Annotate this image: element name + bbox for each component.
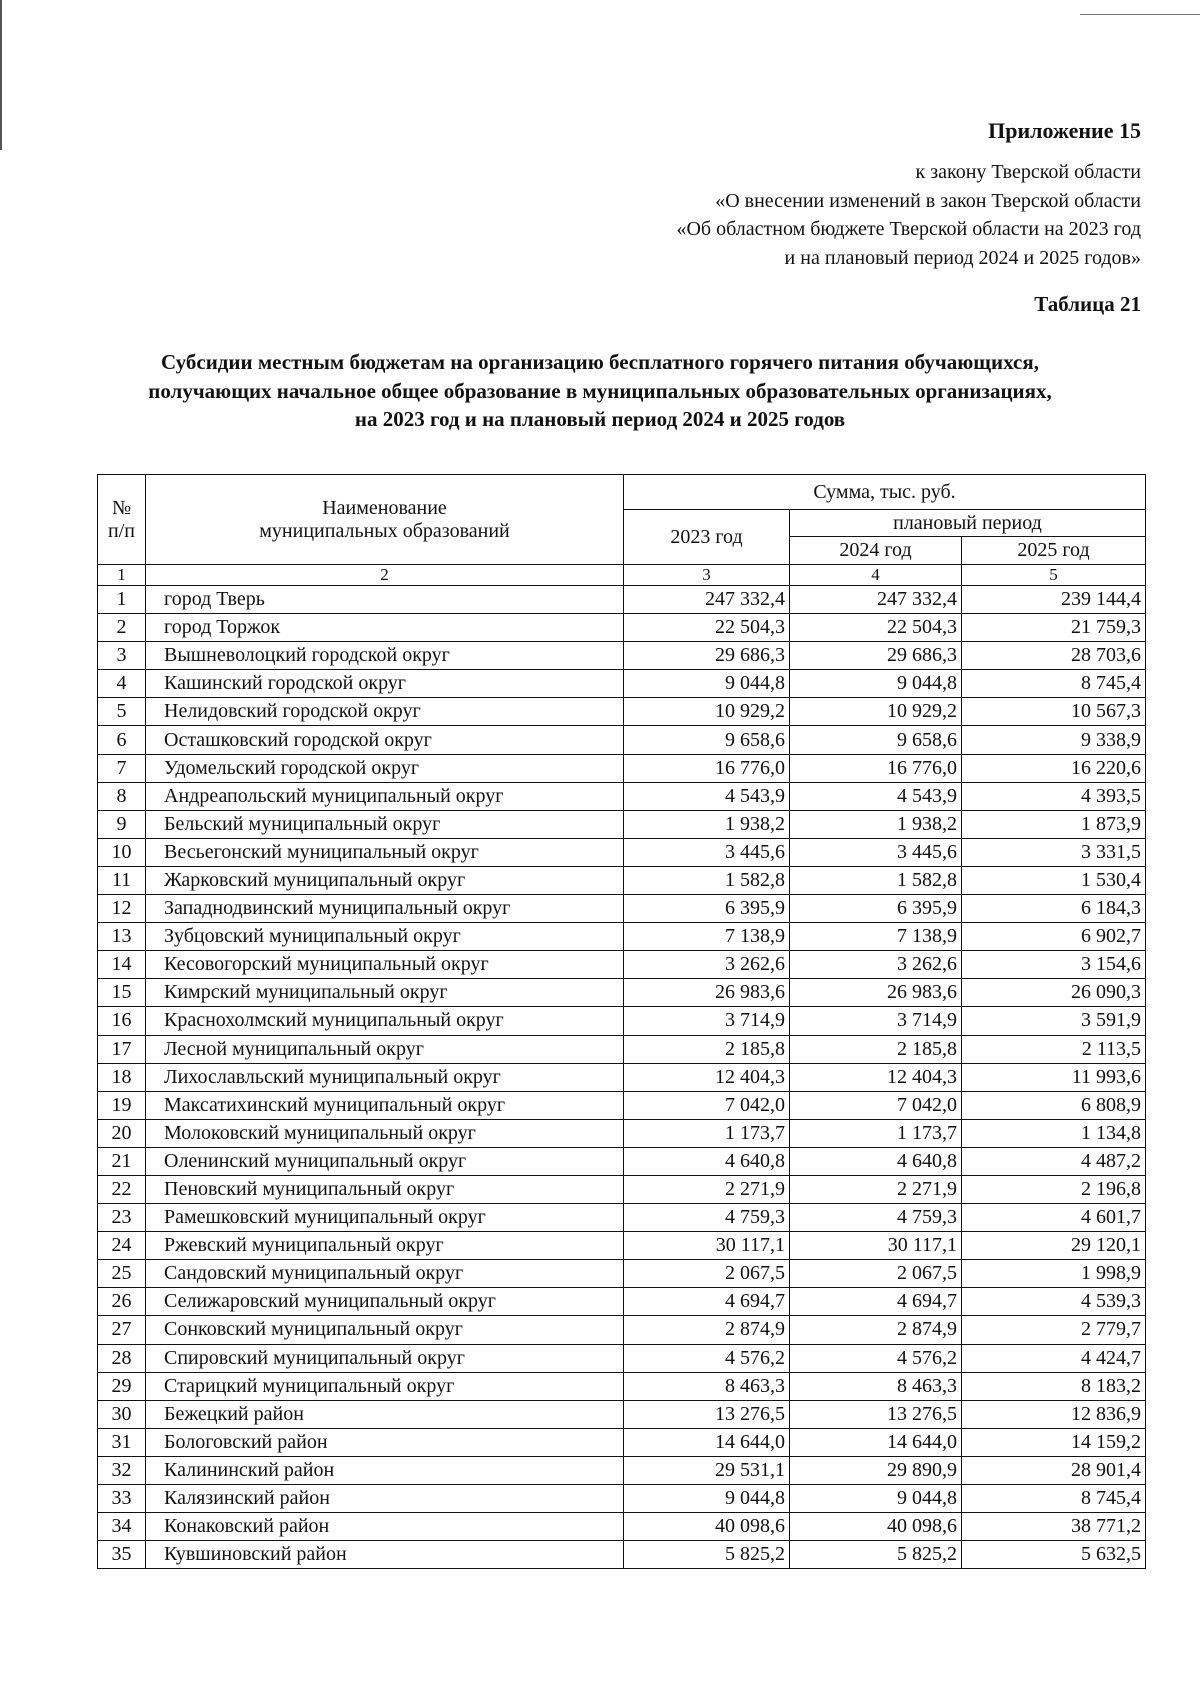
table-row: [98, 895, 1146, 923]
table-row: [98, 1372, 1146, 1400]
row-number: 15: [98, 979, 146, 1007]
table-row: [98, 1035, 1146, 1063]
table-row: [98, 614, 1146, 642]
amount-2025: 16 220,6: [962, 754, 1146, 782]
amount-2023: 2 271,9: [624, 1175, 790, 1203]
row-number: 8: [98, 782, 146, 810]
municipality-name: Рамешковский муниципальный округ: [146, 1204, 624, 1232]
amount-2024: 4 543,9: [790, 782, 962, 810]
col-header-planned: плановый период: [790, 510, 1146, 537]
row-number: 9: [98, 810, 146, 838]
amount-2023: 30 117,1: [624, 1232, 790, 1260]
amount-2025: 1 873,9: [962, 810, 1146, 838]
amount-2024: 12 404,3: [790, 1063, 962, 1091]
table-row: [98, 810, 1146, 838]
amount-2024: 9 044,8: [790, 1485, 962, 1513]
amount-2023: 16 776,0: [624, 754, 790, 782]
amount-2023: 8 463,3: [624, 1372, 790, 1400]
amount-2024: 3 262,6: [790, 951, 962, 979]
municipality-name: Бельский муниципальный округ: [146, 810, 624, 838]
amount-2025: 12 836,9: [962, 1400, 1146, 1428]
municipality-name: Спировский муниципальный округ: [146, 1344, 624, 1372]
column-number: 2: [146, 565, 624, 586]
amount-2024: 247 332,4: [790, 586, 962, 614]
amount-2024: 29 890,9: [790, 1456, 962, 1484]
amount-2025: 6 902,7: [962, 923, 1146, 951]
appendix-line: «Об областном бюджете Тверской области на 2023 год: [676, 218, 1141, 240]
table-row: [98, 1344, 1146, 1372]
row-number: 17: [98, 1035, 146, 1063]
amount-2023: 7 042,0: [624, 1091, 790, 1119]
appendix-line: и на плановый период 2024 и 2025 годов»: [784, 246, 1141, 269]
amount-2023: 4 759,3: [624, 1204, 790, 1232]
row-number: 18: [98, 1063, 146, 1091]
amount-2024: 9 044,8: [790, 670, 962, 698]
table-row: [98, 1147, 1146, 1175]
title-line: получающих начальное общее образование в муниципальных образовательных организациях,: [148, 378, 1052, 403]
amount-2023: 13 276,5: [624, 1400, 790, 1428]
table-number: Таблица 21: [1034, 292, 1141, 316]
amount-2023: 2 067,5: [624, 1260, 790, 1288]
subsidy-table: [97, 474, 1146, 1569]
column-number: 1: [98, 565, 146, 586]
municipality-name: Кашинский городской округ: [146, 670, 624, 698]
amount-2023: 5 825,2: [624, 1541, 790, 1569]
row-number: 29: [98, 1372, 146, 1400]
amount-2023: 1 938,2: [624, 810, 790, 838]
column-number: 4: [790, 565, 962, 586]
amount-2023: 4 543,9: [624, 782, 790, 810]
table-row: [98, 1119, 1146, 1147]
row-number: 7: [98, 754, 146, 782]
amount-2023: 1 582,8: [624, 866, 790, 894]
municipality-name: Селижаровский муниципальный округ: [146, 1288, 624, 1316]
municipality-name: Западнодвинский муниципальный округ: [146, 895, 624, 923]
row-number: 31: [98, 1428, 146, 1456]
amount-2023: 22 504,3: [624, 614, 790, 642]
amount-2025: 6 808,9: [962, 1091, 1146, 1119]
amount-2025: 3 154,6: [962, 951, 1146, 979]
amount-2024: 22 504,3: [790, 614, 962, 642]
row-number: 6: [98, 726, 146, 754]
table-row: [98, 1541, 1146, 1569]
amount-2024: 1 938,2: [790, 810, 962, 838]
amount-2025: 14 159,2: [962, 1428, 1146, 1456]
municipality-name: Конаковский район: [146, 1513, 624, 1541]
amount-2024: 13 276,5: [790, 1400, 962, 1428]
municipality-name: Удомельский городской округ: [146, 754, 624, 782]
row-number: 2: [98, 614, 146, 642]
table-row: [98, 1316, 1146, 1344]
col-header-sum: Сумма, тыс. руб.: [624, 475, 1146, 510]
row-number: 32: [98, 1456, 146, 1484]
amount-2025: 2 196,8: [962, 1175, 1146, 1203]
municipality-name: город Тверь: [146, 586, 624, 614]
amount-2023: 9 044,8: [624, 670, 790, 698]
table-row: [98, 698, 1146, 726]
municipality-name: Андреапольский муниципальный округ: [146, 782, 624, 810]
amount-2025: 1 998,9: [962, 1260, 1146, 1288]
amount-2025: 6 184,3: [962, 895, 1146, 923]
amount-2024: 10 929,2: [790, 698, 962, 726]
col-header-name: Наименование муниципальных образований: [146, 475, 624, 565]
amount-2023: 4 640,8: [624, 1147, 790, 1175]
amount-2025: 29 120,1: [962, 1232, 1146, 1260]
table-row: [98, 1175, 1146, 1203]
col-header-number: № п/п: [98, 475, 146, 565]
amount-2024: 4 640,8: [790, 1147, 962, 1175]
table-row: [98, 1456, 1146, 1484]
amount-2024: 30 117,1: [790, 1232, 962, 1260]
table-row: [98, 1288, 1146, 1316]
row-number: 16: [98, 1007, 146, 1035]
row-number: 14: [98, 951, 146, 979]
col-header-2023: 2023 год: [624, 510, 790, 565]
table-row: [98, 782, 1146, 810]
amount-2023: 26 983,6: [624, 979, 790, 1007]
amount-2025: 28 703,6: [962, 642, 1146, 670]
amount-2023: 9 658,6: [624, 726, 790, 754]
municipality-name: Старицкий муниципальный округ: [146, 1372, 624, 1400]
municipality-name: Осташковский городской округ: [146, 726, 624, 754]
amount-2023: 10 929,2: [624, 698, 790, 726]
document-title: [90, 348, 1110, 434]
municipality-name: Лихославльский муниципальный округ: [146, 1063, 624, 1091]
amount-2023: 3 445,6: [624, 838, 790, 866]
municipality-name: Жарковский муниципальный округ: [146, 866, 624, 894]
table-row: [98, 642, 1146, 670]
column-number-row: [98, 565, 1146, 586]
row-number: 24: [98, 1232, 146, 1260]
table-row: [98, 923, 1146, 951]
title-line: на 2023 год и на плановый период 2024 и 2025 годов: [354, 407, 846, 431]
amount-2024: 2 185,8: [790, 1035, 962, 1063]
amount-2024: 4 694,7: [790, 1288, 962, 1316]
amount-2025: 2 779,7: [962, 1316, 1146, 1344]
amount-2023: 3 714,9: [624, 1007, 790, 1035]
table-row: [98, 1428, 1146, 1456]
amount-2024: 2 067,5: [790, 1260, 962, 1288]
amount-2023: 12 404,3: [624, 1063, 790, 1091]
table-row: [98, 726, 1146, 754]
appendix-header: [676, 118, 1141, 272]
amount-2025: 239 144,4: [962, 586, 1146, 614]
amount-2025: 9 338,9: [962, 726, 1146, 754]
amount-2024: 4 576,2: [790, 1344, 962, 1372]
scan-edge: [0, 0, 2, 150]
amount-2024: 6 395,9: [790, 895, 962, 923]
municipality-name: Ржевский муниципальный округ: [146, 1232, 624, 1260]
col-header-2025: 2025 год: [962, 537, 1146, 565]
municipality-name: Кимрский муниципальный округ: [146, 979, 624, 1007]
amount-2025: 3 591,9: [962, 1007, 1146, 1035]
amount-2025: 21 759,3: [962, 614, 1146, 642]
municipality-name: Лесной муниципальный округ: [146, 1035, 624, 1063]
municipality-name: Оленинский муниципальный округ: [146, 1147, 624, 1175]
amount-2023: 29 686,3: [624, 642, 790, 670]
amount-2025: 26 090,3: [962, 979, 1146, 1007]
row-number: 13: [98, 923, 146, 951]
column-number: 3: [624, 565, 790, 586]
amount-2024: 26 983,6: [790, 979, 962, 1007]
row-number: 28: [98, 1344, 146, 1372]
amount-2024: 3 445,6: [790, 838, 962, 866]
amount-2023: 247 332,4: [624, 586, 790, 614]
amount-2025: 8 183,2: [962, 1372, 1146, 1400]
amount-2024: 8 463,3: [790, 1372, 962, 1400]
table-row: [98, 670, 1146, 698]
amount-2024: 29 686,3: [790, 642, 962, 670]
amount-2025: 8 745,4: [962, 670, 1146, 698]
row-number: 10: [98, 838, 146, 866]
table-row: [98, 1260, 1146, 1288]
municipality-name: Максатихинский муниципальный округ: [146, 1091, 624, 1119]
row-number: 35: [98, 1541, 146, 1569]
row-number: 33: [98, 1485, 146, 1513]
amount-2023: 6 395,9: [624, 895, 790, 923]
table-row: [98, 1513, 1146, 1541]
row-number: 21: [98, 1147, 146, 1175]
amount-2025: 10 567,3: [962, 698, 1146, 726]
municipality-name: Пеновский муниципальный округ: [146, 1175, 624, 1203]
amount-2024: 4 759,3: [790, 1204, 962, 1232]
row-number: 27: [98, 1316, 146, 1344]
table-row: [98, 754, 1146, 782]
amount-2024: 1 173,7: [790, 1119, 962, 1147]
row-number: 20: [98, 1119, 146, 1147]
amount-2024: 1 582,8: [790, 866, 962, 894]
municipality-name: Молоковский муниципальный округ: [146, 1119, 624, 1147]
table-row: [98, 951, 1146, 979]
table-row: [98, 1063, 1146, 1091]
amount-2025: 4 424,7: [962, 1344, 1146, 1372]
row-number: 22: [98, 1175, 146, 1203]
column-number: 5: [962, 565, 1146, 586]
municipality-name: Кесовогорский муниципальный округ: [146, 951, 624, 979]
amount-2023: 1 173,7: [624, 1119, 790, 1147]
amount-2023: 9 044,8: [624, 1485, 790, 1513]
amount-2025: 11 993,6: [962, 1063, 1146, 1091]
amount-2025: 8 745,4: [962, 1485, 1146, 1513]
municipality-name: Бежецкий район: [146, 1400, 624, 1428]
amount-2025: 28 901,4: [962, 1456, 1146, 1484]
table-row: [98, 979, 1146, 1007]
amount-2024: 40 098,6: [790, 1513, 962, 1541]
amount-2025: 4 393,5: [962, 782, 1146, 810]
amount-2025: 3 331,5: [962, 838, 1146, 866]
title-line: Субсидии местным бюджетам на организацию бесплатного горячего питания обучающихся,: [161, 350, 1039, 374]
row-number: 23: [98, 1204, 146, 1232]
amount-2023: 7 138,9: [624, 923, 790, 951]
amount-2024: 16 776,0: [790, 754, 962, 782]
amount-2024: 2 271,9: [790, 1175, 962, 1203]
amount-2023: 2 874,9: [624, 1316, 790, 1344]
municipality-name: Калининский район: [146, 1456, 624, 1484]
row-number: 5: [98, 698, 146, 726]
table-row: [98, 866, 1146, 894]
amount-2025: 38 771,2: [962, 1513, 1146, 1541]
amount-2023: 4 694,7: [624, 1288, 790, 1316]
row-number: 34: [98, 1513, 146, 1541]
row-number: 3: [98, 642, 146, 670]
municipality-name: Зубцовский муниципальный округ: [146, 923, 624, 951]
table-row: [98, 1485, 1146, 1513]
table-row: [98, 1007, 1146, 1035]
amount-2024: 7 042,0: [790, 1091, 962, 1119]
amount-2023: 3 262,6: [624, 951, 790, 979]
amount-2025: 1 530,4: [962, 866, 1146, 894]
table-row: [98, 586, 1146, 614]
table-row: [98, 838, 1146, 866]
amount-2025: 4 487,2: [962, 1147, 1146, 1175]
amount-2025: 4 601,7: [962, 1204, 1146, 1232]
row-number: 12: [98, 895, 146, 923]
amount-2024: 2 874,9: [790, 1316, 962, 1344]
amount-2024: 7 138,9: [790, 923, 962, 951]
amount-2023: 14 644,0: [624, 1428, 790, 1456]
col-header-2024: 2024 год: [790, 537, 962, 565]
table-row: [98, 1204, 1146, 1232]
municipality-name: Калязинский район: [146, 1485, 624, 1513]
amount-2024: 5 825,2: [790, 1541, 962, 1569]
appendix-line: «О внесении изменений в закон Тверской области: [715, 189, 1141, 212]
row-number: 4: [98, 670, 146, 698]
amount-2024: 14 644,0: [790, 1428, 962, 1456]
municipality-name: Бологовский район: [146, 1428, 624, 1456]
table-row: [98, 1232, 1146, 1260]
table-row: [98, 1400, 1146, 1428]
municipality-name: город Торжок: [146, 614, 624, 642]
amount-2025: 4 539,3: [962, 1288, 1146, 1316]
row-number: 26: [98, 1288, 146, 1316]
municipality-name: Сандовский муниципальный округ: [146, 1260, 624, 1288]
municipality-name: Вышневолоцкий городской округ: [146, 642, 624, 670]
amount-2023: 29 531,1: [624, 1456, 790, 1484]
municipality-name: Нелидовский городской округ: [146, 698, 624, 726]
appendix-title: Приложение 15: [988, 118, 1141, 143]
municipality-name: Сонковский муниципальный округ: [146, 1316, 624, 1344]
amount-2024: 9 658,6: [790, 726, 962, 754]
row-number: 30: [98, 1400, 146, 1428]
table-row: [98, 1091, 1146, 1119]
appendix-line: к закону Тверской области: [915, 161, 1141, 183]
row-number: 25: [98, 1260, 146, 1288]
amount-2025: 2 113,5: [962, 1035, 1146, 1063]
amount-2025: 1 134,8: [962, 1119, 1146, 1147]
municipality-name: Краснохолмский муниципальный округ: [146, 1007, 624, 1035]
amount-2023: 2 185,8: [624, 1035, 790, 1063]
municipality-name: Весьегонский муниципальный округ: [146, 838, 624, 866]
amount-2024: 3 714,9: [790, 1007, 962, 1035]
amount-2025: 5 632,5: [962, 1541, 1146, 1569]
row-number: 1: [98, 586, 146, 614]
amount-2023: 40 098,6: [624, 1513, 790, 1541]
row-number: 19: [98, 1091, 146, 1119]
row-number: 11: [98, 866, 146, 894]
scan-edge: [1080, 14, 1200, 15]
municipality-name: Кувшиновский район: [146, 1541, 624, 1569]
amount-2023: 4 576,2: [624, 1344, 790, 1372]
